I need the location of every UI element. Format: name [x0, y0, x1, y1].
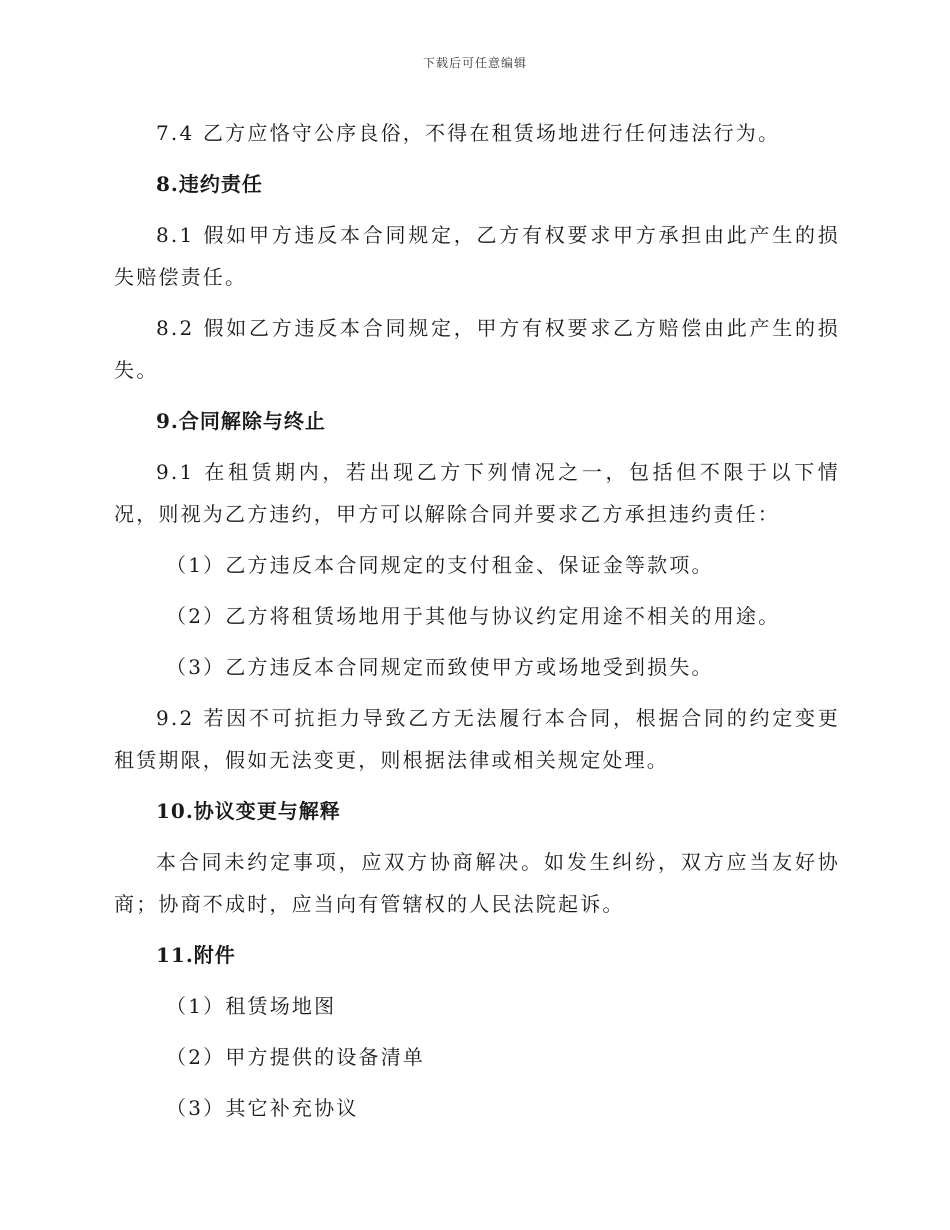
list-item: （2）甲方提供的设备清单	[166, 1045, 426, 1069]
section-heading-11: 11.附件	[156, 943, 236, 967]
list-item: （2）乙方将租赁场地用于其他与协议约定用途不相关的用途。	[166, 604, 781, 628]
clause-9-1: 9.1 在租赁期内，若出现乙方下列情况之一，包括但不限于以下情况，则视为乙方违约，甲方可以解除合同并要求乙方承担违约责任：	[114, 460, 840, 526]
section-heading-10: 10.协议变更与解释	[156, 799, 341, 823]
clause-9-2: 9.2 若因不可抗拒力导致乙方无法履行本合同，根据合同的约定变更租赁期限，假如无法变更，则根据法律或相关规定处理。	[114, 706, 840, 772]
clause-8-2: 8.2 假如乙方违反本合同规定，甲方有权要求乙方赔偿由此产生的损失。	[114, 316, 840, 382]
list-item: （3）其它补充协议	[166, 1096, 359, 1120]
document-body	[114, 112, 840, 1138]
clause-8-1: 8.1 假如甲方违反本合同规定，乙方有权要求甲方承担由此产生的损失赔偿责任。	[114, 223, 840, 289]
list-item: （3）乙方违反本合同规定而致使甲方或场地受到损失。	[166, 655, 714, 679]
section-heading-8: 8.违约责任	[156, 172, 263, 196]
clause-10: 本合同未约定事项，应双方协商解决。如发生纠纷，双方应当友好协商；协商不成时，应当向有管辖权的人民法院起诉。	[114, 850, 840, 916]
header-note: 下载后可任意编辑	[422, 56, 527, 70]
list-item: （1）租赁场地图	[166, 994, 337, 1018]
list-item: （1）乙方违反本合同规定的支付租金、保证金等款项。	[166, 553, 714, 577]
section-heading-9: 9.合同解除与终止	[156, 409, 326, 433]
clause-7-4: 7.4 乙方应恪守公序良俗，不得在租赁场地进行任何违法行为。	[156, 121, 781, 145]
